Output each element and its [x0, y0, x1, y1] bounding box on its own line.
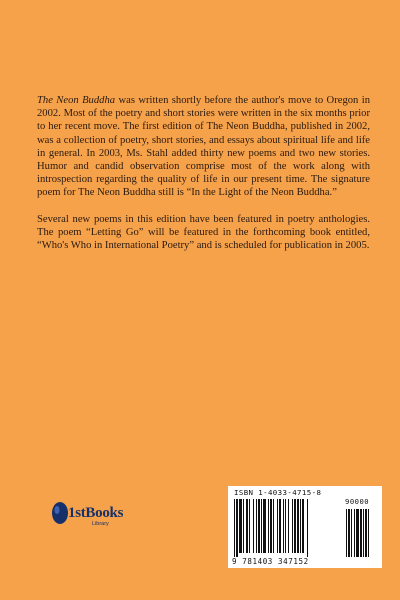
barcode-box — [228, 486, 382, 568]
barcode-bar — [236, 499, 238, 557]
blurb-paragraph-1 — [37, 94, 370, 200]
publisher-logo-sub: Library — [92, 521, 109, 527]
barcode-supplement-bar — [346, 509, 347, 557]
barcode-supplement-bar — [351, 509, 352, 557]
barcode-bar — [239, 499, 242, 553]
barcode-bar — [234, 499, 235, 557]
barcode-bar — [288, 499, 289, 553]
barcode-bar — [246, 499, 248, 553]
barcode-supplement-bar — [354, 509, 355, 557]
book-title: The Neon Buddha — [37, 95, 116, 106]
publisher-logo — [50, 500, 124, 530]
barcode-bar — [292, 499, 293, 553]
barcode-ean-digits: 9 781403 347152 — [232, 557, 309, 566]
barcode-bar — [279, 499, 281, 553]
barcode-bar — [297, 499, 299, 553]
publisher-logo-name: 1stBooks — [68, 505, 124, 521]
barcode-supplement-bar — [363, 509, 364, 557]
barcode-bar — [253, 499, 254, 553]
barcode-supplement-digits: 90000 — [345, 497, 370, 506]
barcode-bar — [270, 499, 272, 553]
barcode-bar — [249, 499, 250, 553]
blurb-text — [37, 94, 370, 265]
barcode-bar — [256, 499, 257, 553]
barcode-supplement-bar — [360, 509, 362, 557]
barcode-bar — [277, 499, 278, 553]
barcode-bar — [302, 499, 304, 553]
barcode-bar — [307, 499, 308, 557]
isbn-label: ISBN 1-4033-4715-8 — [234, 488, 322, 497]
barcode-bar — [258, 499, 260, 553]
barcode-supplement-bar — [368, 509, 369, 557]
blurb-paragraph-2: Several new poems in this edition have been featured in poetry anthologies. The poem “Letting Go” will be featured in the forthcoming book entitled, “Who's Who in International Poetry” and is scheduled for publication in 2005. — [37, 213, 370, 252]
barcode-bar — [294, 499, 296, 553]
blurb-paragraph-1-body: was written shortly before the author's move to Oregon in 2002. Most of the poetry and short stories were written in the six months prior to her recent move. The first edition of The Neon Buddha, published in 2002, was a collection of poetry, short stories, and essays about spiritual life and life in general. In 2003, Ms. Stahl added thirty new poems and two new stories. Humor and candid observation comprise most of the work along with introspection regarding the quality of life in our present time. The signature poem for The Neon Buddha still is “In the Light of the Neon Buddha.” — [37, 95, 370, 199]
barcode-bar — [300, 499, 301, 553]
barcode-bar — [263, 499, 266, 553]
barcode-bar — [268, 499, 269, 553]
barcode-bar — [285, 499, 286, 553]
barcode-supplement-bar — [348, 509, 350, 557]
barcode-supplement-bar — [356, 509, 359, 557]
barcode-supplement-bar — [365, 509, 367, 557]
barcode-bar — [283, 499, 284, 553]
barcode-bars — [232, 499, 378, 557]
barcode-bar — [273, 499, 274, 553]
barcode-bar — [261, 499, 262, 553]
barcode-bar — [243, 499, 244, 553]
